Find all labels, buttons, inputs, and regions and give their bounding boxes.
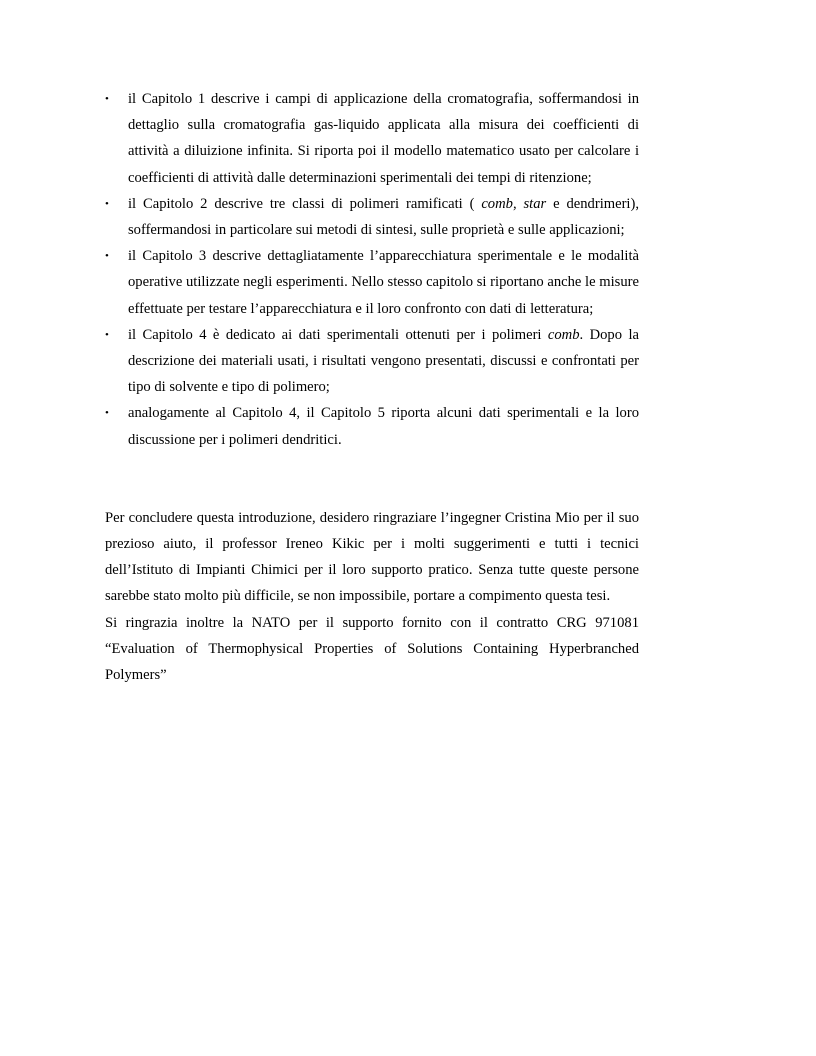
- chapter-2-text-c: e dendrimeri), soffermandosi in particolare sui metodi di sintesi, sulle proprietà e sulle applicazioni;: [128, 195, 639, 239]
- paragraph-spacer: [105, 479, 639, 505]
- document-page: [105, 86, 639, 688]
- list-item-chapter-1: [105, 86, 639, 191]
- chapter-2-term-star: star: [523, 195, 547, 212]
- bullet-icon: •: [105, 328, 109, 341]
- list-item-chapter-5: [105, 400, 639, 452]
- chapter-2-text-b: ,: [512, 195, 524, 212]
- chapter-2-term-comb: comb: [481, 195, 513, 212]
- nato-acknowledgement-paragraph: Si ringrazia inoltre la NATO per il supporto fornito con il contratto CRG 971081 “Evaluation of Thermophysical Properties of Solutions Containing Hyperbranched Polymers”: [105, 614, 639, 684]
- bullet-icon: •: [105, 93, 109, 105]
- chapter-3-text: il Capitolo 3 descrive dettagliatamente l’apparecchiatura sperimentale e le modalità operative utilizzate negli esperimenti. Nello stesso capitolo si riportano anche le misure effettuate per testare l’apparecchiatura e il loro confronto con dati di letteratura;: [128, 248, 639, 317]
- chapter-4-term-comb: comb: [547, 326, 580, 343]
- chapter-2-text-a: il Capitolo 2 descrive tre classi di polimeri ramificati (: [128, 195, 482, 212]
- list-item-chapter-4: [105, 322, 639, 401]
- list-item-chapter-3: [105, 243, 639, 322]
- bullet-icon: •: [105, 197, 109, 210]
- acknowledgement-paragraph: Per concludere questa introduzione, desidero ringraziare l’ingegner Cristina Mio per il suo prezioso aiuto, il professor Ireneo Kikic per i molti suggerimenti e tutti i tecnici dell’Istituto di Impianti Chimici per il loro supporto pratico. Senza tutte queste persone sarebbe stato molto più difficile, se non impossibile, portare a compimento questa tesi.: [105, 509, 639, 605]
- bullet-icon: •: [105, 407, 109, 420]
- chapter-list: [105, 86, 639, 453]
- chapter-5-text: analogamente al Capitolo 4, il Capitolo 5 riporta alcuni dati sperimentali e la loro discussione per i polimeri dendritici.: [128, 405, 639, 448]
- chapter-4-text-b: . Dopo la descrizione dei materiali usati, i risultati vengono presentati, discussi e confrontati per tipo di solvente e tipo di polimero;: [128, 326, 639, 396]
- paragraph-spacer: [105, 453, 639, 479]
- list-item-chapter-2: [105, 191, 639, 243]
- bullet-icon: •: [105, 250, 109, 263]
- chapter-1-text: il Capitolo 1 descrive i campi di applicazione della cromatografia, soffermandosi in dettaglio sulla cromatografia gas-liquido applicata alla misura dei coefficienti di attività a diluizione infinita. Si riporta poi il modello matematico usato per calcolare i coefficienti di attività dalle determinazioni sperimentali dei tempi di ritenzione;: [128, 91, 639, 186]
- chapter-4-text-a: il Capitolo 4 è dedicato ai dati sperimentali ottenuti per i polimeri: [128, 326, 548, 343]
